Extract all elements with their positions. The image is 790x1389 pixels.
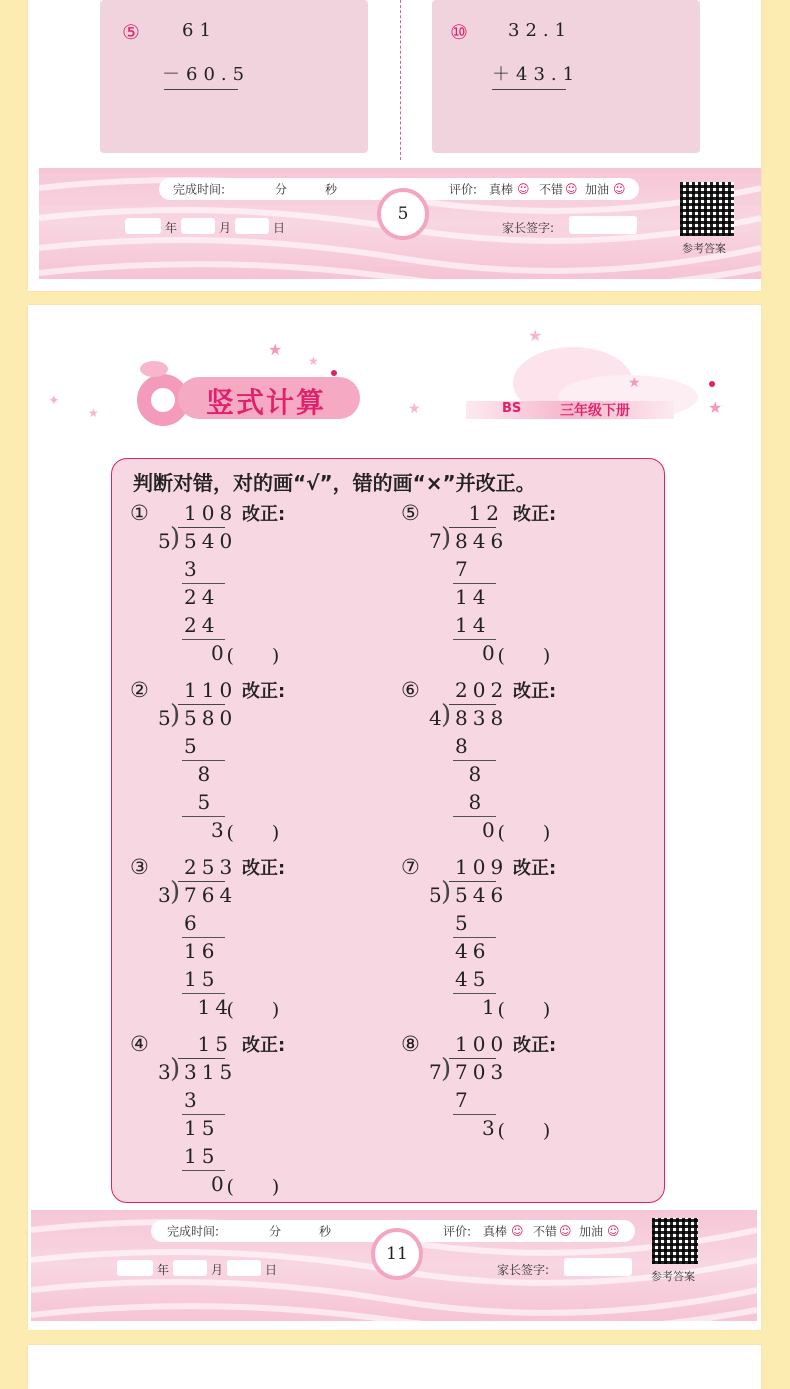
second-label: 秒: [319, 1224, 332, 1239]
answer-parentheses[interactable]: ( ): [497, 645, 551, 667]
step-value: 15: [184, 1116, 220, 1140]
quotient-bar: [449, 881, 496, 882]
division-problem: [130, 855, 390, 1025]
grade-tag-bs: BS: [502, 401, 522, 416]
svg-text:★: ★: [528, 326, 543, 345]
step-value: 7: [455, 1088, 473, 1112]
quotient-bar: [178, 881, 225, 882]
time-label: 完成时间:: [167, 1224, 220, 1239]
divisor: 3: [158, 1060, 171, 1084]
division-problem: [130, 1032, 390, 1202]
problem-number: ⑥: [401, 678, 420, 702]
correction-label: 改正:: [242, 504, 286, 525]
subtraction-line: [182, 639, 225, 640]
calc-bottom: ＋43.1: [492, 64, 581, 85]
problem-box-10: [432, 0, 700, 153]
eval-label: 评价:: [443, 1224, 472, 1239]
month-label: 月: [211, 1263, 224, 1277]
top-worksheet-page: [28, 0, 761, 291]
dividend: 315: [184, 1060, 238, 1084]
correction-label: 改正:: [513, 1035, 557, 1056]
remainder: 1: [482, 995, 500, 1019]
calc-top: 61: [182, 20, 217, 41]
subtraction-line: [182, 937, 225, 938]
answer-label: 参考答案: [651, 1270, 695, 1283]
dividend: 540: [184, 529, 238, 553]
correction-label: 改正:: [242, 858, 286, 879]
parent-sign-field[interactable]: [564, 1258, 632, 1276]
parent-sign-label: 家长签字:: [497, 1263, 550, 1277]
division-bracket: ): [170, 523, 181, 553]
eval-good: 不错: [533, 1224, 558, 1239]
problem-number: ②: [130, 678, 149, 702]
quotient: 108: [184, 501, 238, 525]
step-value: 6: [184, 911, 202, 935]
page-number: 5: [377, 188, 429, 240]
calc-top: 32.1: [508, 20, 573, 41]
step-value: 5: [197, 790, 216, 814]
svg-text:★: ★: [308, 354, 319, 368]
dashed-divider: [400, 0, 401, 160]
problem-number: ④: [130, 1032, 149, 1056]
day-blank[interactable]: [227, 1260, 261, 1276]
quotient: 100: [455, 1032, 509, 1056]
svg-text:★: ★: [88, 406, 99, 420]
quotient: 12: [468, 501, 504, 525]
step-value: 3: [184, 1088, 202, 1112]
qr-code-icon: [680, 182, 734, 236]
minute-label: 分: [275, 182, 288, 197]
year-label: 年: [157, 1263, 170, 1277]
subtraction-line: [453, 1114, 496, 1115]
remainder: 14: [197, 995, 233, 1019]
next-worksheet-page: [28, 1345, 761, 1389]
problem-number: ⑧: [401, 1032, 420, 1056]
division-bracket: ): [170, 877, 181, 907]
svg-text:★: ★: [708, 398, 723, 417]
divisor: 5: [158, 706, 171, 730]
quotient: 202: [455, 678, 509, 702]
step-value: 24: [184, 613, 220, 637]
subtraction-line: [453, 993, 496, 994]
svg-text:✦: ✦: [48, 393, 60, 409]
problem-number: ⑩: [450, 20, 468, 44]
parent-sign-label: 家长签字:: [502, 221, 555, 235]
step-value: 5: [184, 734, 202, 758]
division-bracket: ): [441, 700, 452, 730]
quotient-bar: [449, 704, 496, 705]
problem-number: ⑤: [122, 20, 140, 44]
division-bracket: ): [441, 1054, 452, 1084]
correction-label: 改正:: [513, 858, 557, 879]
answer-parentheses[interactable]: ( ): [497, 1120, 551, 1142]
subtraction-line: [182, 760, 225, 761]
step-value: 45: [455, 967, 491, 991]
remainder: 0: [482, 641, 500, 665]
correction-label: 改正:: [513, 504, 557, 525]
subtraction-line: [182, 993, 225, 994]
dividend: 764: [184, 883, 238, 907]
divisor: 7: [429, 529, 442, 553]
smile-icon: ☺: [613, 182, 626, 196]
problem-number: ⑤: [401, 501, 420, 525]
remainder: 0: [211, 1172, 229, 1196]
quotient: 109: [455, 855, 509, 879]
minute-label: 分: [269, 1224, 282, 1239]
eval-label: 评价:: [449, 182, 478, 197]
problem-number: ①: [130, 501, 149, 525]
step-value: 8: [468, 762, 487, 786]
day-label: 日: [265, 1263, 278, 1277]
subtraction-line: [182, 1170, 225, 1171]
remainder: 0: [211, 641, 229, 665]
divisor: 5: [429, 883, 442, 907]
step-value: 46: [455, 939, 491, 963]
time-label: 完成时间:: [173, 182, 226, 197]
eval-great: 真棒: [489, 182, 514, 197]
svg-text:★: ★: [628, 375, 641, 391]
parent-sign-field[interactable]: [569, 216, 637, 234]
page-title: 竖式计算: [206, 386, 327, 419]
answer-label: 参考答案: [682, 242, 726, 255]
divisor: 3: [158, 883, 171, 907]
quotient-bar: [449, 527, 496, 528]
division-bracket: ): [441, 877, 452, 907]
division-problem: [401, 1032, 661, 1202]
smile-icon: ☺: [559, 1224, 572, 1238]
subtraction-line: [453, 760, 496, 761]
step-value: 7: [455, 557, 473, 581]
calc-bottom: －60.5: [162, 64, 251, 85]
dividend: 838: [455, 706, 509, 730]
month-blank[interactable]: [173, 1260, 207, 1276]
eval-tryhard: 加油: [579, 1224, 604, 1239]
svg-text:★: ★: [268, 340, 283, 359]
header-decoration: [28, 305, 761, 455]
division-problem: [401, 678, 661, 848]
step-value: 16: [184, 939, 220, 963]
main-worksheet-page: [28, 305, 761, 1330]
division-problem: [130, 678, 390, 848]
dividend: 546: [455, 883, 509, 907]
year-blank[interactable]: [117, 1260, 153, 1276]
remainder: 3: [211, 818, 229, 842]
remainder: 0: [482, 818, 500, 842]
year-label: 年: [165, 221, 178, 235]
answer-parentheses[interactable]: ( ): [226, 1176, 280, 1198]
step-value: 14: [455, 613, 491, 637]
step-value: 14: [455, 585, 491, 609]
day-blank[interactable]: [235, 218, 269, 234]
calc-underline: [492, 89, 566, 90]
step-value: 24: [184, 585, 220, 609]
quotient: 253: [184, 855, 238, 879]
divisor: 7: [429, 1060, 442, 1084]
step-value: 15: [184, 1144, 220, 1168]
calc-underline: [164, 89, 238, 90]
division-problem: [401, 855, 661, 1025]
quotient-bar: [178, 704, 225, 705]
dividend: 703: [455, 1060, 509, 1084]
page-number: 11: [371, 1228, 423, 1280]
day-label: 日: [273, 221, 286, 235]
quotient: 110: [184, 678, 238, 702]
quotient-bar: [178, 527, 225, 528]
division-problem: [130, 501, 390, 671]
quotient-bar: [449, 1058, 496, 1059]
answer-parentheses[interactable]: ( ): [226, 999, 280, 1021]
problem-box-5: [100, 0, 368, 153]
divisor: 4: [429, 706, 442, 730]
eval-great: 真棒: [483, 1224, 508, 1239]
answer-parentheses[interactable]: ( ): [226, 822, 280, 844]
smile-icon: ☺: [565, 182, 578, 196]
division-bracket: ): [441, 523, 452, 553]
instruction-text: 判断对错，对的画“√”，错的画“×”并改正。: [133, 471, 536, 495]
subtraction-line: [182, 583, 225, 584]
second-label: 秒: [325, 182, 338, 197]
step-value: 8: [455, 734, 473, 758]
month-blank[interactable]: [181, 218, 215, 234]
subtraction-line: [453, 816, 496, 817]
division-bracket: ): [170, 700, 181, 730]
divisor: 5: [158, 529, 171, 553]
problem-number: ⑦: [401, 855, 420, 879]
dividend: 580: [184, 706, 238, 730]
quotient: 15: [197, 1032, 233, 1056]
remainder: 3: [482, 1116, 500, 1140]
svg-text:★: ★: [408, 401, 421, 417]
step-value: 3: [184, 557, 202, 581]
quotient-bar: [178, 1058, 225, 1059]
footer-band: [31, 1210, 757, 1321]
subtraction-line: [453, 937, 496, 938]
year-blank[interactable]: [125, 218, 161, 234]
eval-tryhard: 加油: [585, 182, 610, 197]
correction-label: 改正:: [513, 681, 557, 702]
step-value: 8: [197, 762, 216, 786]
smile-icon: ☺: [607, 1224, 620, 1238]
dividend: 846: [455, 529, 509, 553]
correction-label: 改正:: [242, 1035, 286, 1056]
eval-good: 不错: [539, 182, 564, 197]
subtraction-line: [182, 816, 225, 817]
answer-parentheses[interactable]: ( ): [497, 822, 551, 844]
grade-tag-label: 三年级下册: [560, 403, 630, 419]
subtraction-line: [453, 639, 496, 640]
footer-band: [39, 168, 761, 279]
answer-parentheses[interactable]: ( ): [497, 999, 551, 1021]
smile-icon: ☺: [511, 1224, 524, 1238]
step-value: 5: [455, 911, 473, 935]
division-problem: [401, 501, 661, 671]
correction-label: 改正:: [242, 681, 286, 702]
month-label: 月: [219, 221, 232, 235]
subtraction-line: [453, 583, 496, 584]
qr-code-icon: [652, 1218, 698, 1264]
smile-icon: ☺: [517, 182, 530, 196]
answer-parentheses[interactable]: ( ): [226, 645, 280, 667]
step-value: 8: [468, 790, 487, 814]
step-value: 15: [184, 967, 220, 991]
division-bracket: ): [170, 1054, 181, 1084]
subtraction-line: [182, 1114, 225, 1115]
problem-number: ③: [130, 855, 149, 879]
